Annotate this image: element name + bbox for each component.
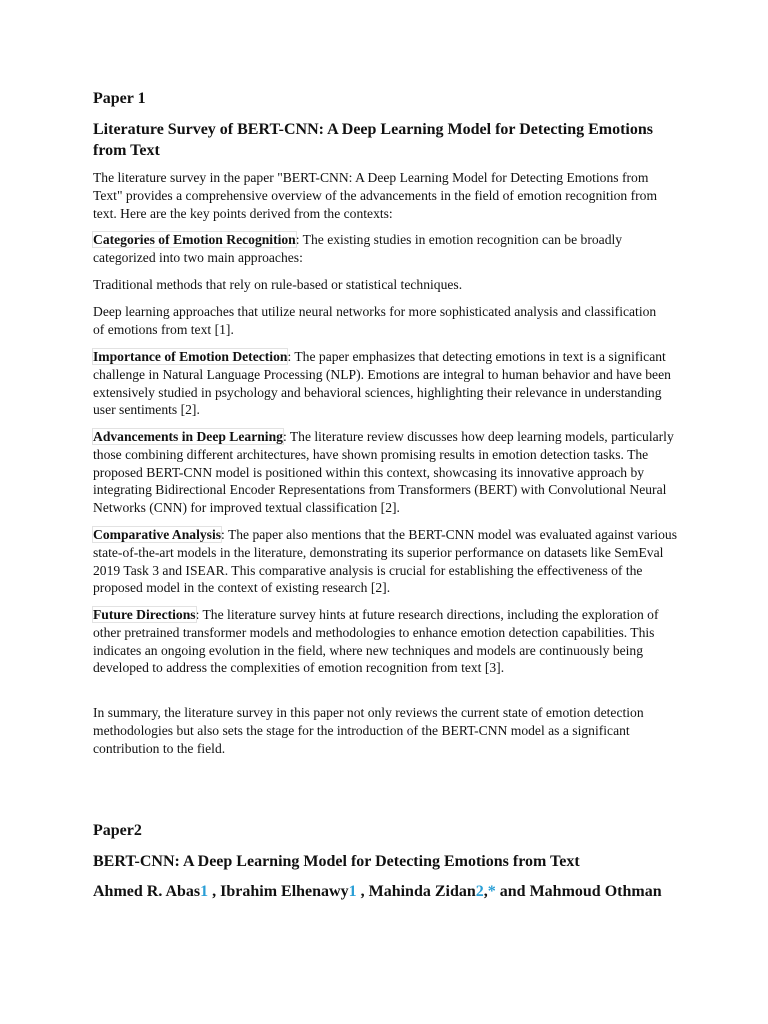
comparative-end: .	[386, 580, 391, 596]
paper2-heading: Paper2	[93, 822, 142, 839]
paper1-heading: Paper 1	[93, 90, 146, 107]
comparative-text: : The paper also mentions that the BERT-CNN model was evaluated against various state-of-the-art models in the literature, demonstrating its superior performance on datasets like SemEval 2019 Task 3 and ISEAR. This comparative analysis is crucial for establishing the effectiveness of the proposed model in the context of existing research	[93, 527, 678, 596]
citation-2a: [2]	[180, 402, 197, 418]
author-1-affiliation[interactable]: 1	[200, 883, 209, 900]
paragraph-categories	[93, 231, 678, 267]
citation-2b: [2]	[380, 500, 397, 516]
author-3-affiliation[interactable]: 2	[475, 883, 484, 900]
paragraph-future	[93, 606, 678, 677]
term-future: Future Directions	[93, 607, 196, 622]
paper2-title: BERT-CNN: A Deep Learning Model for Detecting Emotions from Text	[93, 853, 580, 870]
importance-text: : The paper emphasizes that detecting emotions in text is a significant challenge in Natural Language Processing (NLP). Emotions are integral to human behavior and have been extensively studied in psychology and behavioral sciences, highlighting their relevance in understanding user sentiments	[93, 349, 671, 418]
categories-text: : The existing studies in emotion recognition can be broadly categorized into two main approaches:	[93, 232, 623, 265]
author-separator-1: ,	[208, 883, 221, 900]
deep-text: Deep learning approaches that utilize neural networks for more sophisticated analysis and classification of emotions from text	[93, 304, 657, 337]
future-end: .	[500, 660, 505, 676]
author-3: Mahinda Zidan	[368, 883, 476, 900]
paragraph-deep-learning	[93, 303, 663, 339]
term-categories: Categories of Emotion Recognition	[93, 232, 296, 247]
importance-end: .	[196, 402, 200, 418]
advancements-end: .	[396, 500, 400, 516]
author-3-comma: ,	[483, 883, 488, 900]
paragraph-advancements	[93, 428, 678, 517]
paragraph-traditional: Traditional methods that rely on rule-based or statistical techniques.	[93, 277, 463, 292]
term-importance: Importance of Emotion Detection	[93, 349, 288, 364]
citation-1: [1]	[214, 321, 231, 337]
paper1-title: Literature Survey of BERT-CNN: A Deep Learning Model for Detecting Emotions from Text	[93, 121, 653, 159]
author-1: Ahmed R. Abas	[93, 883, 201, 900]
paragraph-importance	[93, 348, 678, 419]
paragraph-summary: In summary, the literature survey in this paper not only reviews the current state of emotion detection methodologies but also sets the stage for the introduction of the BERT-CNN model as a significant contribution to the field.	[93, 705, 644, 756]
paragraph-comparative	[93, 526, 681, 597]
author-separator-2: ,	[356, 883, 369, 900]
paper2-authors	[93, 881, 678, 903]
term-comparative: Comparative Analysis	[93, 527, 222, 542]
advancements-text: : The literature review discusses how deep learning models, particularly those combining different architectures, have shown promising results in emotion detection tasks. The proposed BERT-CNN model is positioned within this context, showcasing its innovative approach by integrating Bidirectional Encoder Representations from Transformers (BERT) with Convolutional Neural Networks (CNN) for improved textual classification	[93, 429, 674, 516]
citation-3: [3]	[484, 660, 501, 676]
author-2: Ibrahim Elhenawy	[220, 883, 349, 900]
citation-2c: [2]	[370, 580, 387, 596]
deep-end: .	[230, 321, 234, 337]
author-4: and Mahmoud Othman	[495, 883, 662, 900]
corresponding-author-marker[interactable]: *	[487, 883, 496, 900]
paper1-intro: The literature survey in the paper "BERT-CNN: A Deep Learning Model for Detecting Emotions from Text" provides a comprehensive overview of the advancements in the field of emotion recognition from text. Here are the key points derived from the contexts:	[93, 170, 658, 221]
term-advancements: Advancements in Deep Learning	[93, 429, 283, 444]
author-2-affiliation[interactable]: 1	[348, 883, 357, 900]
future-text: : The literature survey hints at future research directions, including the exploration of other pretrained transformer models and methodologies to enhance emotion detection capabilities. This indicates an ongoing evolution in the field, where new techniques and models are continuously being developed to address the complexities of emotion recognition from text	[93, 607, 659, 676]
